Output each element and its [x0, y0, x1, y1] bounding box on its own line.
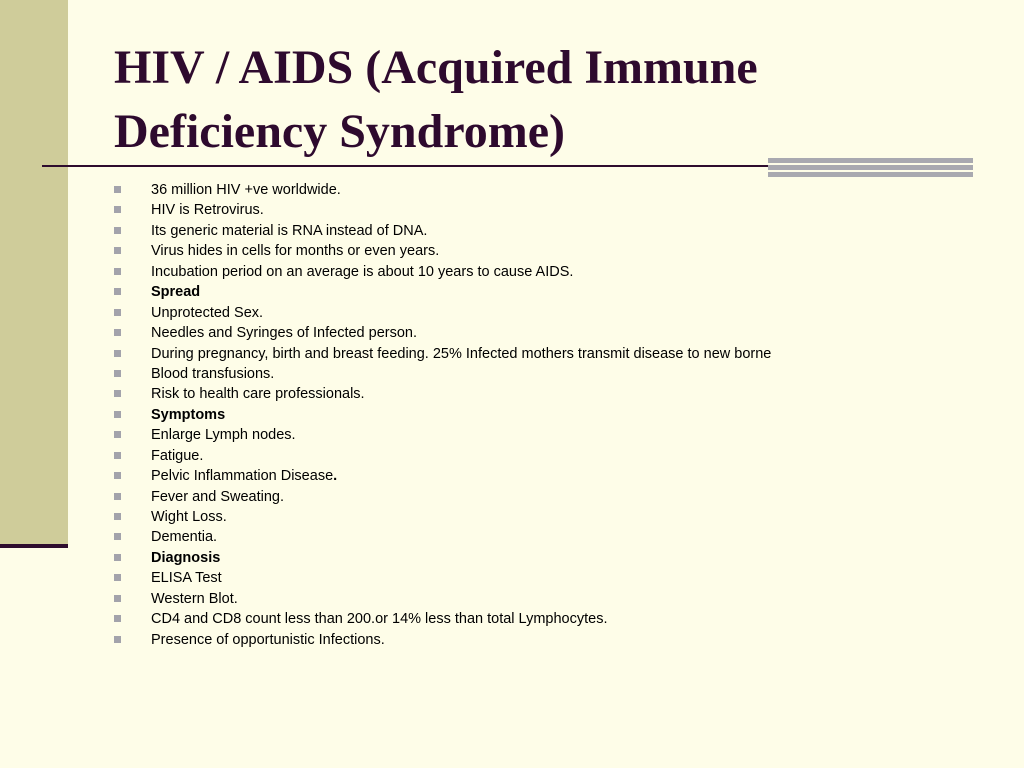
square-bullet-icon [114, 636, 121, 643]
bullet-text [151, 200, 264, 220]
bullet-text-main: Needles and Syringes of Infected person. [151, 325, 417, 342]
square-bullet-icon [114, 554, 121, 561]
bullet-text-main: Risk to health care professionals. [151, 386, 365, 403]
bullet-text [151, 487, 284, 507]
bullet-text [151, 323, 417, 343]
bullet-text-main: Dementia. [151, 529, 218, 546]
left-side-band [0, 0, 68, 546]
bullet-text-main: Blood transfusions. [151, 365, 275, 382]
square-bullet-icon [114, 309, 121, 316]
bullet-text [151, 609, 607, 629]
bullet-text-main: Western Blot. [151, 590, 238, 607]
bullet-text [151, 507, 227, 527]
square-bullet-icon [114, 493, 121, 500]
bullet-text [151, 303, 263, 323]
square-bullet-icon [114, 452, 121, 459]
bullet-text-main: Wight Loss. [151, 509, 227, 525]
bullet-text [151, 548, 220, 568]
square-bullet-icon [114, 513, 121, 520]
bullet-text [151, 630, 385, 650]
square-bullet-icon [114, 206, 121, 213]
bullet-text-main: Unprotected Sex. [151, 304, 264, 321]
bullet-text-main: Its generic material is RNA instead of DNA. [151, 222, 428, 239]
bullet-text-main: 36 million HIV +ve worldwide. [151, 182, 341, 198]
bullet-text-main: Fever and Sweating. [151, 488, 284, 505]
square-bullet-icon [114, 268, 121, 275]
bullet-text-main: Presence of opportunistic Infections. [151, 631, 385, 648]
bullet-text [151, 384, 365, 404]
square-bullet-icon [114, 472, 121, 479]
square-bullet-icon [114, 247, 121, 254]
square-bullet-icon [114, 411, 121, 418]
bullet-text-main: Enlarge Lymph nodes. [151, 427, 296, 444]
bullet-text-main: During pregnancy, birth and breast feeding. 25% Infected mothers transmit disease to new borne [151, 345, 772, 362]
bullet-text-main: Fatigue. [151, 447, 204, 464]
square-bullet-icon [114, 329, 121, 336]
square-bullet-icon [114, 288, 121, 295]
square-bullet-icon [114, 574, 121, 581]
square-bullet-icon [114, 390, 121, 397]
bullet-text [151, 568, 222, 588]
bullet-text-main: Diagnosis [151, 549, 221, 566]
bullet-text [151, 405, 225, 425]
square-bullet-icon [114, 431, 121, 438]
slide-title-line-1: HIV / AIDS (Acquired Immune [114, 41, 758, 94]
bullet-text-main: Incubation period on an average is about 10 years to cause AIDS. [151, 263, 574, 280]
square-bullet-icon [114, 186, 121, 193]
bullet-text [151, 446, 203, 466]
bullet-text-main: Virus hides in cells for months or even years. [151, 243, 440, 260]
square-bullet-icon [114, 615, 121, 622]
bullet-text [151, 466, 337, 486]
bullet-text-main: Symptoms [151, 406, 226, 423]
bullet-text [151, 589, 238, 609]
slide-title-line-2: Deficiency Syndrome) [114, 105, 566, 158]
bullet-text [151, 527, 217, 547]
left-band-rule [0, 544, 68, 548]
bullet-text [151, 241, 439, 261]
bullet-text-main: ELISA Test [151, 570, 222, 587]
square-bullet-icon [114, 595, 121, 602]
bullet-text [151, 344, 771, 364]
bullet-text-main: HIV is Retrovirus. [151, 202, 264, 219]
title-accent-bar [768, 158, 973, 179]
square-bullet-icon [114, 370, 121, 377]
bullet-text-main: CD4 and CD8 count less than 200.or 14% less than total Lymphocytes. [151, 611, 608, 628]
square-bullet-icon [114, 350, 121, 357]
bullet-text [151, 425, 296, 445]
bullet-text-main: Pelvic Inflammation Disease [151, 468, 334, 485]
square-bullet-icon [114, 227, 121, 234]
bullet-text [151, 364, 274, 384]
bullet-text [151, 282, 200, 302]
bullet-text-bold-suffix: . [333, 468, 338, 485]
bullet-text [151, 221, 427, 241]
bullet-text [151, 262, 573, 282]
bullet-text [151, 180, 341, 200]
bullet-text-main: Spread [151, 284, 201, 301]
square-bullet-icon [114, 533, 121, 540]
slide-title [114, 36, 994, 164]
